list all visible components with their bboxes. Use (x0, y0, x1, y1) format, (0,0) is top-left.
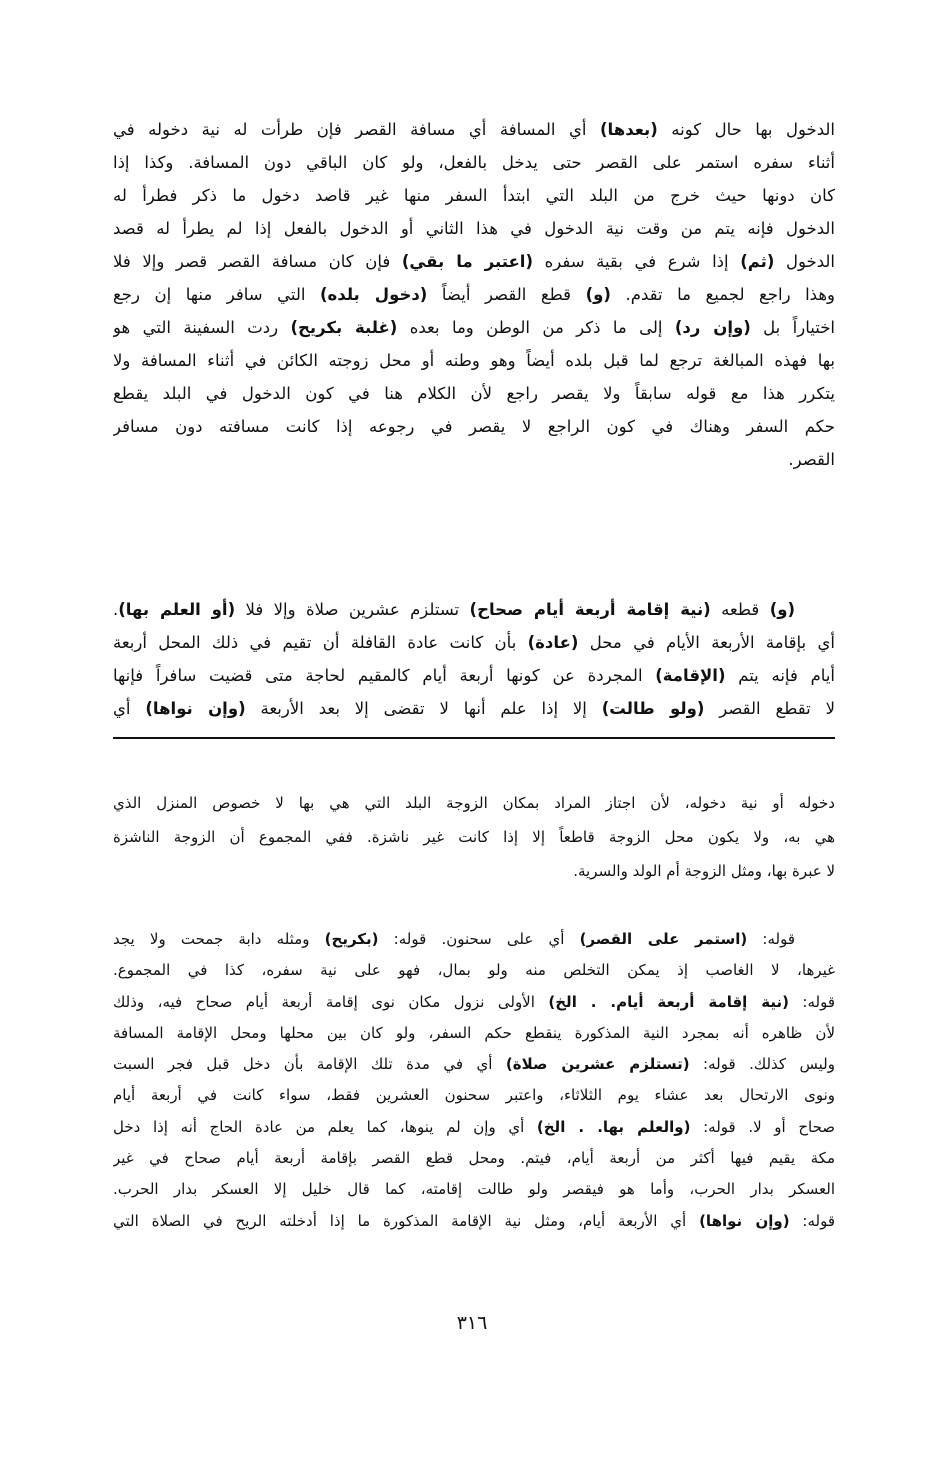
text-segment: مكة يقيم فيها أكثر من أربعة أيام، فيتم. ومحل قطع القصر بإقامة أربعة أيام صحاح في غير (113, 1149, 835, 1168)
text-segment: إذا شرع في بقية سفره (533, 252, 741, 271)
text-segment: أيام فإنه يتم (725, 666, 835, 685)
text-segment: أي (113, 699, 146, 718)
text-segment: حكم السفر وهناك في كون الراجع لا يقصر في رجوعه إذا كانت مسافته دون مسافر (113, 417, 835, 436)
text-segment: ردت السفينة التي هو (113, 318, 291, 337)
footnote-continuation (113, 786, 835, 888)
text-segment: فإن كان مسافة القصر قصر وإلا فلا (113, 252, 402, 271)
text-segment: وليس كذلك. قوله: (689, 1055, 835, 1074)
text-segment: قوله: (789, 1211, 835, 1230)
bold-matn-quote: (بكريح) (324, 930, 379, 948)
text-segment: لا عبرة بها، ومثل الزوجة أم الولد والسرية. (573, 862, 835, 880)
bold-matn-quote: (عادة) (527, 633, 579, 652)
text-segment: بأن كانت عادة القافلة أن تقيم في ذلك المحل أربعة (113, 633, 528, 652)
text-segment: أثناء سفره استمر على القصر حتى يدخل بالفعل، ولو كان الباقي دون المسافة. وكذا إذا (113, 153, 835, 172)
text-segment: يتكرر هذا مع قوله سابقاً ولا يقصر راجع لأن الكلام هنا في كون الدخول في البلد يقطع (113, 384, 835, 403)
text-line (113, 1143, 835, 1174)
bold-matn-quote: (استمر على القصر) (579, 930, 748, 948)
text-segment: تستلزم عشرين صلاة وإلا فلا (235, 600, 470, 619)
footnote-commentary (113, 924, 835, 1237)
bold-matn-quote: (و) (769, 600, 796, 619)
text-segment: العسكر بدار الحرب، وأما هو فيقصر ولو طالت إقامته، كما قال خليل إلا العسكر بدار الحرب. (113, 1180, 835, 1199)
footnote-separator-rule (113, 737, 835, 739)
text-segment: الدخول (774, 252, 835, 271)
text-line (113, 626, 835, 659)
text-line (113, 955, 835, 986)
text-segment: المجردة عن كونها أربعة أيام كالمقيم لحاجة متى قضيت سافراً فإنها (113, 666, 656, 685)
text-line (113, 212, 835, 245)
text-line (113, 410, 835, 443)
bold-matn-quote: (وإن رد) (674, 318, 751, 337)
text-line (113, 1206, 835, 1237)
text-segment: إلا إذا علم أنها لا تقضى إلا بعد الأربعة (245, 699, 602, 718)
text-line (113, 311, 835, 344)
text-segment: أي على سحنون. قوله: (378, 930, 580, 948)
bold-matn-quote: (نية إقامة أربعة أيام صحاح) (469, 600, 711, 619)
text-segment: قطع القصر أيضاً (427, 285, 586, 304)
text-line (113, 854, 835, 888)
text-line (113, 820, 835, 854)
bold-matn-quote: (دخول بلده) (320, 285, 428, 304)
text-line (113, 1080, 835, 1111)
text-segment: وهذا راجع لجميع ما تقدم. (610, 285, 835, 304)
text-segment: غيرها، لا الغاصب إذ يمكن التخلص منه ولو بمال، فهو على نية سفره، كذا في المجموع. (113, 961, 835, 980)
bold-matn-quote: (تستلزم عشرين صلاة) (505, 1055, 690, 1074)
text-segment: الأولى نزول مكان نوى إقامة أربعة أيام صحاح فيه، وذلك (113, 992, 549, 1011)
text-line (113, 443, 835, 476)
page-number: ٣١٦ (456, 1312, 488, 1334)
text-line (113, 113, 835, 146)
bold-matn-quote: (و) (585, 285, 611, 304)
main-text-paragraph-2 (113, 593, 835, 725)
bold-matn-quote: (اعتبر ما بقي) (401, 252, 533, 271)
text-segment: الدخول فإنه يتم من وقت نية الدخول في هذا الثاني أو الدخول بالفعل إذا لم يطرأ له قصد (113, 219, 835, 238)
text-line (113, 344, 835, 377)
text-line (113, 593, 835, 626)
bold-matn-quote: (غلبة بكريح) (290, 318, 398, 337)
main-text-paragraph-1 (113, 113, 835, 476)
text-line (113, 1018, 835, 1049)
bold-matn-quote: (ولو طالت) (601, 699, 705, 718)
text-segment: التي سافر منها إن رجع (113, 285, 320, 304)
bold-matn-quote: (الإقامة) (655, 666, 726, 685)
text-segment: اختياراً بل (750, 318, 835, 337)
text-line (113, 987, 835, 1018)
text-segment: لا تقطع القصر (704, 699, 835, 718)
text-segment: أي الأربعة أيام، ومثل نية الإقامة المذكورة ما إذا أدخلته الريح في الصلاة التي (113, 1211, 700, 1230)
text-segment: ومثله دابة جمحت ولا يجد (113, 930, 325, 948)
text-segment: كان دونها حيث خرج من البلد التي ابتدأ السفر منها غير قاصد دخول ما ذكر فطرأ له (113, 186, 835, 205)
text-segment: لأن ظاهره أنه بمجرد النية المذكورة ينقطع حكم السفر، ولو كان بين محلها ومحل الإقامة المسافة (113, 1023, 835, 1042)
text-segment: قوله: (747, 930, 795, 948)
text-segment: قطعه (710, 600, 770, 619)
text-segment: أي المسافة أي مسافة القصر فإن طرأت له نية دخوله في (113, 120, 601, 139)
text-segment: أي في مدة تلك الإقامة بأن دخل قبل فجر السبت (113, 1055, 506, 1074)
text-line (113, 1174, 835, 1205)
text-line (113, 786, 835, 820)
bold-matn-quote: (والعلم بها. . الخ) (536, 1117, 691, 1136)
text-line (113, 377, 835, 410)
text-line (113, 924, 835, 955)
text-line (113, 179, 835, 212)
text-segment: صحاح أو لا. قوله: (690, 1117, 835, 1136)
text-line (113, 245, 835, 278)
bold-matn-quote: (وإن نواها) (145, 699, 246, 718)
text-segment: بها فهذه المبالغة ترجع لما قبل بلده أيضاً وهو وطنه أو محل زوجته الكائن في أثناء المسافة ولا (113, 351, 835, 370)
text-line (113, 659, 835, 692)
text-segment: أي بإقامة الأربعة الأيام في محل (578, 633, 835, 652)
bold-matn-quote: (بعدها) (600, 120, 658, 139)
text-segment: أي وإن لم ينوها، كما يعلم من عادة الحاج أنه إذا دخل (113, 1117, 537, 1136)
text-segment: . (113, 600, 119, 619)
text-segment: إلى ما ذكر من الوطن وما بعده (397, 318, 675, 337)
text-segment: دخوله أو نية دخوله، لأن اجتاز المراد بمكان الزوجة البلد التي هي بها لا خصوص المنزل الذي (113, 794, 835, 812)
bold-matn-quote: (ثم) (740, 252, 775, 271)
bold-matn-quote: (وإن نواها) (699, 1211, 790, 1230)
text-line (113, 278, 835, 311)
text-line (113, 1049, 835, 1080)
text-segment: قوله: (788, 992, 835, 1011)
text-segment: ونوى الارتحال بعد عشاء يوم الثلاثاء، واعتبر سحنون العشرين فقط، سواء كانت في أربعة أيام (113, 1086, 835, 1105)
text-line (113, 146, 835, 179)
bold-matn-quote: (نية إقامة أربعة أيام. . الخ) (548, 992, 789, 1011)
text-line (113, 1112, 835, 1143)
text-segment: الدخول بها حال كونه (657, 120, 835, 139)
text-segment: القصر. (788, 450, 835, 469)
text-segment: هي به، ولا يكون محل الزوجة قاطعاً إلا إذا كانت غير ناشزة. ففي المجموع أن الزوجة الناشزة (113, 828, 835, 846)
bold-matn-quote: (أو العلم بها) (118, 600, 236, 619)
text-line (113, 692, 835, 725)
